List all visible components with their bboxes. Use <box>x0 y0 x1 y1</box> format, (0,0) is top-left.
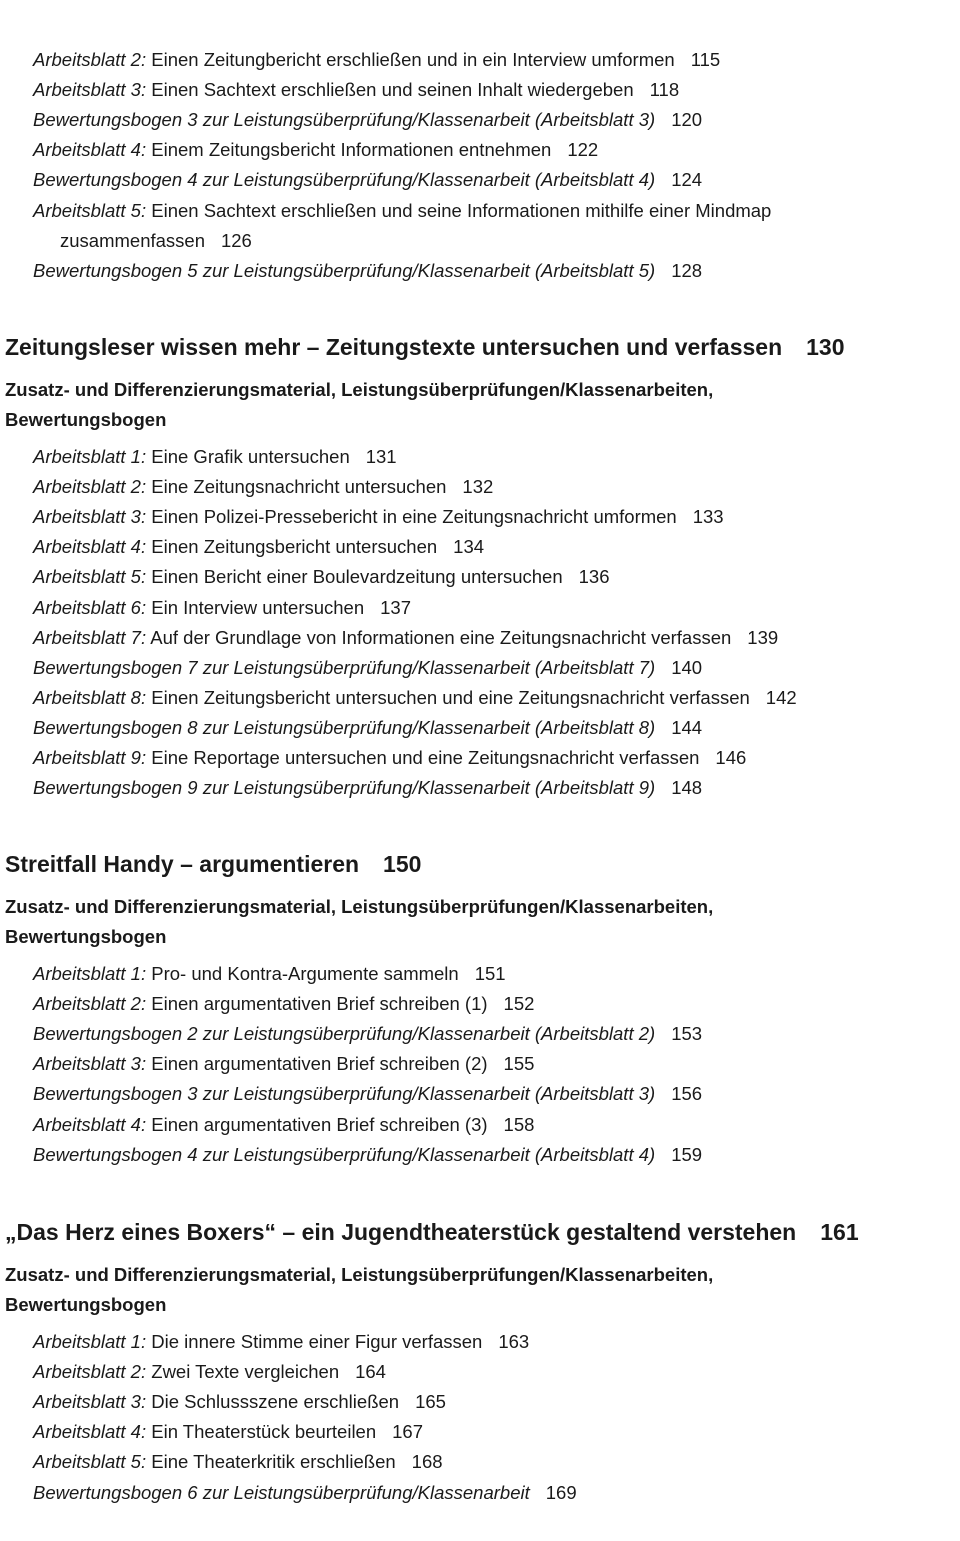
worksheet-label: Arbeitsblatt 5: <box>33 199 147 221</box>
toc-entry <box>33 1391 446 1413</box>
page-number: 158 <box>503 1113 535 1135</box>
entry-title: Einen Bericht einer Boulevardzeitung untersuchen <box>151 566 563 588</box>
section-subheading: Bewertungsbogen <box>5 409 167 430</box>
toc-entry <box>33 109 702 131</box>
page-number: 144 <box>671 716 703 738</box>
toc-entry <box>33 993 534 1015</box>
page-number: 134 <box>453 536 485 558</box>
page-number: 155 <box>503 1053 535 1075</box>
toc-entry <box>33 1482 577 1504</box>
entry-title: Ein Interview untersuchen <box>151 596 365 618</box>
entry-title: Einen Polizei-Pressebericht in eine Zeitungsnachricht umformen <box>151 506 677 528</box>
entry-title: Einen argumentativen Brief schreiben (3) <box>151 1113 488 1135</box>
toc-entry <box>33 777 702 799</box>
section-heading <box>5 333 845 361</box>
toc-entry <box>33 476 493 498</box>
page-number: 126 <box>220 229 252 251</box>
entry-title: Einen Zeitungbericht erschließen und in ein Interview umformen <box>151 49 675 70</box>
entry-title: Einen argumentativen Brief schreiben (2) <box>151 1053 488 1075</box>
worksheet-label: Arbeitsblatt 5: <box>33 1451 147 1473</box>
entry-title: Bewertungsbogen 4 zur Leistungsüberprüfung/Klassenarbeit (Arbeitsblatt 4) <box>33 169 656 191</box>
toc-entry <box>33 597 411 619</box>
worksheet-label: Arbeitsblatt 7: <box>33 626 147 648</box>
page-number: 122 <box>567 139 599 161</box>
entry-title: zusammenfassen <box>60 229 205 251</box>
entry-title: Ein Theaterstück beurteilen <box>151 1421 377 1443</box>
toc-entry <box>33 506 724 528</box>
entry-title: Bewertungsbogen 5 zur Leistungsüberprüfung/Klassenarbeit (Arbeitsblatt 5) <box>33 259 656 281</box>
page-number: 139 <box>747 626 779 648</box>
section-title: Streitfall Handy – argumentieren <box>5 851 360 877</box>
section-title: „Das Herz eines Boxers“ – ein Jugendtheaterstück gestaltend verstehen <box>5 1219 797 1245</box>
worksheet-label: Arbeitsblatt 8: <box>33 686 147 708</box>
toc-entry <box>33 260 702 282</box>
entry-title: Bewertungsbogen 3 zur Leistungsüberprüfung/Klassenarbeit (Arbeitsblatt 3) <box>33 109 656 131</box>
page-number: 136 <box>578 566 610 588</box>
page-number: 131 <box>365 446 397 467</box>
section-page-number: 130 <box>806 334 845 360</box>
entry-title: Eine Reportage untersuchen und eine Zeitungsnachricht verfassen <box>151 747 700 768</box>
toc-entry <box>33 657 702 679</box>
page-number: 148 <box>671 777 703 799</box>
toc-entry <box>33 1114 534 1136</box>
page-number: 156 <box>671 1083 703 1105</box>
toc-entry <box>33 446 397 468</box>
toc-entry <box>33 200 771 222</box>
section-subheading: Bewertungsbogen <box>5 1294 167 1315</box>
entry-title: Die innere Stimme einer Figur verfassen <box>151 1331 483 1352</box>
page-number: 124 <box>671 169 703 191</box>
worksheet-label: Arbeitsblatt 1: <box>33 446 147 467</box>
entry-title: Bewertungsbogen 6 zur Leistungsüberprüfung/Klassenarbeit <box>33 1481 530 1503</box>
toc-entry <box>33 1421 423 1443</box>
entry-title: Einen Sachtext erschließen und seine Informationen mithilfe einer Mindmap <box>151 199 772 221</box>
entry-title: Einen argumentativen Brief schreiben (1) <box>151 993 488 1015</box>
page-number: 140 <box>671 656 703 678</box>
worksheet-label: Arbeitsblatt 4: <box>33 1421 147 1443</box>
page-number: 137 <box>380 596 412 618</box>
entry-title: Bewertungsbogen 4 zur Leistungsüberprüfung/Klassenarbeit (Arbeitsblatt 4) <box>33 1143 656 1165</box>
entry-title: Bewertungsbogen 9 zur Leistungsüberprüfung/Klassenarbeit (Arbeitsblatt 9) <box>33 777 656 799</box>
worksheet-label: Arbeitsblatt 2: <box>33 1361 147 1383</box>
toc-entry <box>33 1144 702 1166</box>
worksheet-label: Arbeitsblatt 3: <box>33 506 147 528</box>
page-number: 159 <box>671 1143 703 1165</box>
page-number: 146 <box>715 747 747 768</box>
page-number: 169 <box>545 1481 577 1503</box>
toc-entry <box>33 139 598 161</box>
page-number: 118 <box>649 79 680 101</box>
entry-title: Bewertungsbogen 7 zur Leistungsüberprüfung/Klassenarbeit (Arbeitsblatt 7) <box>33 656 656 678</box>
toc-entry <box>33 1361 386 1383</box>
entry-title: Einen Sachtext erschließen und seinen Inhalt wiedergeben <box>151 79 634 101</box>
toc-entry <box>33 49 720 71</box>
toc-entry <box>33 1083 702 1105</box>
page-number: 152 <box>503 993 535 1015</box>
page-number: 163 <box>498 1331 530 1352</box>
worksheet-label: Arbeitsblatt 2: <box>33 476 147 498</box>
toc-entry <box>60 230 252 252</box>
toc-entry <box>33 169 702 191</box>
toc-entry <box>33 747 746 769</box>
worksheet-label: Arbeitsblatt 3: <box>33 1053 147 1075</box>
toc-entry <box>33 1331 529 1353</box>
worksheet-label: Arbeitsblatt 4: <box>33 139 147 161</box>
entry-title: Eine Zeitungsnachricht untersuchen <box>151 476 447 498</box>
entry-title: Eine Grafik untersuchen <box>151 446 350 467</box>
page-number: 133 <box>692 506 724 528</box>
worksheet-label: Arbeitsblatt 9: <box>33 747 147 768</box>
worksheet-label: Arbeitsblatt 1: <box>33 1331 147 1352</box>
entry-title: Einem Zeitungsbericht Informationen entnehmen <box>151 139 552 161</box>
entry-title: Bewertungsbogen 8 zur Leistungsüberprüfung/Klassenarbeit (Arbeitsblatt 8) <box>33 716 656 738</box>
page-number: 151 <box>474 963 506 984</box>
page-number: 142 <box>765 686 797 708</box>
toc-entry <box>33 627 778 649</box>
worksheet-label: Arbeitsblatt 3: <box>33 1391 147 1413</box>
entry-title: Pro- und Kontra-Argumente sammeln <box>151 963 459 984</box>
toc-entry <box>33 963 506 985</box>
worksheet-label: Arbeitsblatt 2: <box>33 993 147 1015</box>
worksheet-label: Arbeitsblatt 3: <box>33 79 147 101</box>
worksheet-label: Arbeitsblatt 6: <box>33 596 147 618</box>
entry-title: Eine Theaterkritik erschließen <box>151 1451 396 1473</box>
toc-entry <box>33 687 797 709</box>
entry-title: Zwei Texte vergleichen <box>151 1361 340 1383</box>
toc-entry <box>33 566 610 588</box>
entry-title: Bewertungsbogen 2 zur Leistungsüberprüfung/Klassenarbeit (Arbeitsblatt 2) <box>33 1023 656 1045</box>
section-subheading: Zusatz- und Differenzierungsmaterial, Leistungsüberprüfungen/Klassenarbeiten, <box>5 1264 714 1285</box>
page-number: 167 <box>392 1421 424 1443</box>
worksheet-label: Arbeitsblatt 2: <box>33 49 147 70</box>
section-heading <box>5 1218 859 1246</box>
page-number: 168 <box>411 1451 443 1473</box>
entry-title: Einen Zeitungsbericht untersuchen und eine Zeitungsnachricht verfassen <box>151 686 750 708</box>
worksheet-label: Arbeitsblatt 1: <box>33 963 147 984</box>
section-page-number: 150 <box>383 851 422 877</box>
page-number: 132 <box>462 476 494 498</box>
toc-entry <box>33 536 484 558</box>
section-subheading: Bewertungsbogen <box>5 926 167 947</box>
page-number: 164 <box>355 1361 386 1383</box>
entry-title: Einen Zeitungsbericht untersuchen <box>151 536 438 558</box>
toc-entry <box>33 1023 702 1045</box>
section-heading <box>5 850 421 878</box>
toc-entry <box>33 717 702 739</box>
toc-entry <box>33 1451 443 1473</box>
worksheet-label: Arbeitsblatt 4: <box>33 1113 147 1135</box>
section-page-number: 161 <box>820 1219 859 1245</box>
page-number: 165 <box>415 1391 446 1413</box>
entry-title: Die Schlussszene erschließen <box>151 1391 400 1413</box>
page-number: 128 <box>671 259 703 281</box>
section-subheading: Zusatz- und Differenzierungsmaterial, Leistungsüberprüfungen/Klassenarbeiten, <box>5 379 714 400</box>
page-number: 120 <box>671 109 703 131</box>
entry-title: Bewertungsbogen 3 zur Leistungsüberprüfung/Klassenarbeit (Arbeitsblatt 3) <box>33 1083 656 1105</box>
section-title: Zeitungsleser wissen mehr – Zeitungstexte untersuchen und verfassen <box>5 334 783 360</box>
toc-entry <box>33 79 679 101</box>
worksheet-label: Arbeitsblatt 5: <box>33 566 147 588</box>
page-number: 115 <box>690 49 721 70</box>
page-number: 153 <box>671 1023 703 1045</box>
entry-title: Auf der Grundlage von Informationen eine Zeitungsnachricht verfassen <box>150 626 732 648</box>
section-subheading: Zusatz- und Differenzierungsmaterial, Leistungsüberprüfungen/Klassenarbeiten, <box>5 896 714 917</box>
toc-entry <box>33 1053 534 1075</box>
worksheet-label: Arbeitsblatt 4: <box>33 536 147 558</box>
